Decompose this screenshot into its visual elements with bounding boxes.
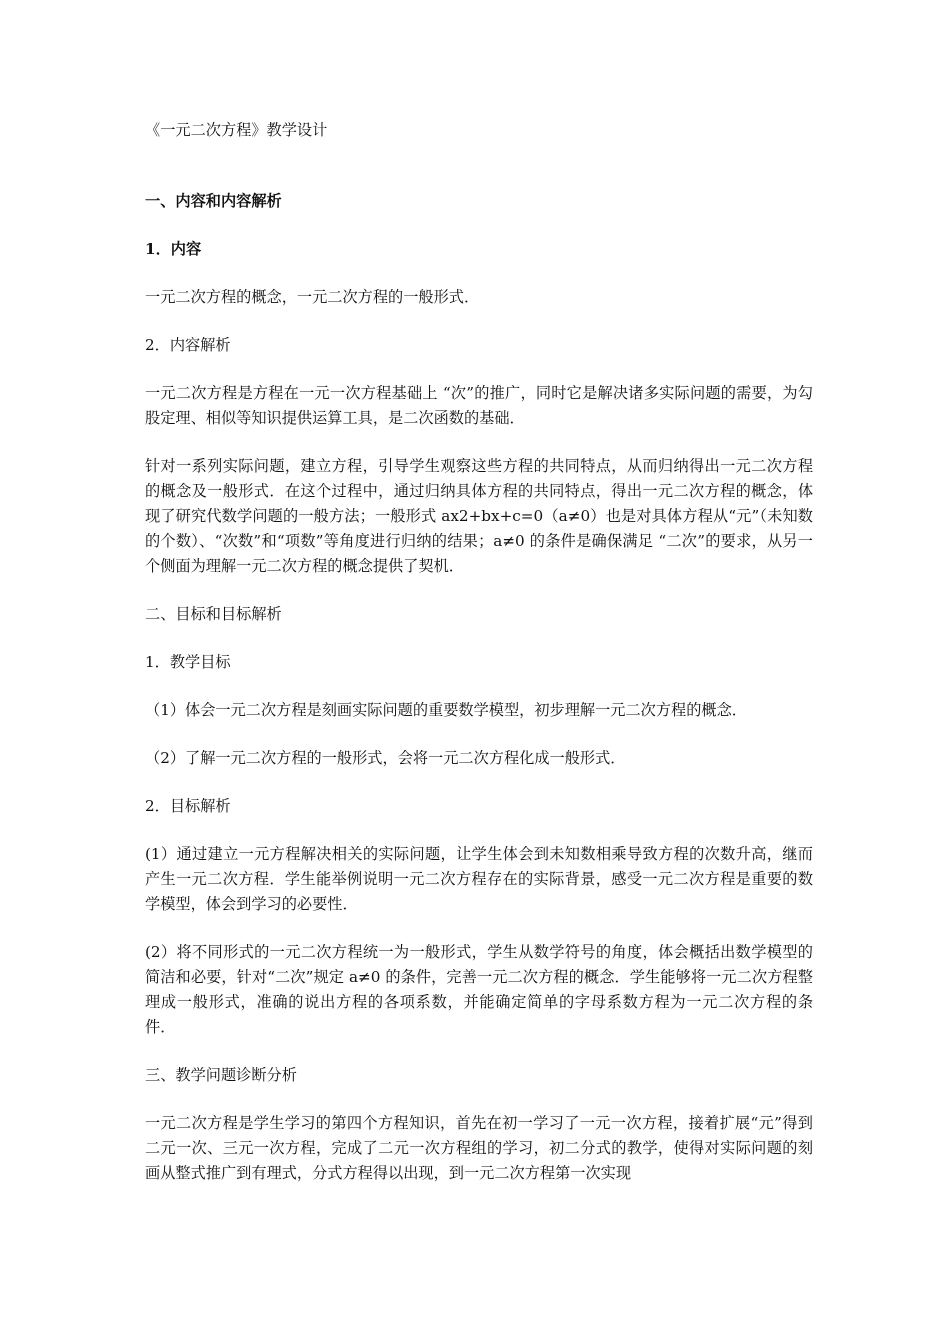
section-heading-goals: 二、目标和目标解析 [145,605,282,623]
paragraph-content-analysis-2: 针对一系列实际问题，建立方程，引导学生观察这些方程的共同特点，从而归纳得出一元二次方程的概念及一般形式．在这个过程中，通过归纳具体方程的共同特点，得出一元二次方程的概念，体现了研究代数学问题的一般方法；一般形式 ax2+bx+c=0（a≠0）也是对具体方程从“元”（未知数的个数）、“次数”和“项数”等角度进行归纳的结果；a≠0 的条件是确保满足 “二次”的要求，从另一个侧面为理解一元二次方程的概念提供了契机． [145,457,813,575]
paragraph-goal-analysis-1: (1）通过建立一元方程解决相关的实际问题，让学生体会到未知数相乘导致方程的次数升高，继而产生一元二次方程．学生能举例说明一元二次方程存在的实际背景，感受一元二次方程是重要的数学模型，体会到学习的必要性． [145,845,813,913]
subheading-content-analysis: 2．内容解析 [145,336,231,354]
paragraph-content-analysis-1: 一元二次方程是方程在一元一次方程基础上 “次”的推广，同时它是解决诸多实际问题的需要，为勾股定理、相似等知识提供运算工具，是二次函数的基础． [145,384,813,427]
paragraph-goal-1: （1）体会一元二次方程是刻画实际问题的重要数学模型，初步理解一元二次方程的概念． [145,701,747,719]
subheading-goal-analysis: 2．目标解析 [145,797,231,815]
subheading-teaching-goals: 1．教学目标 [145,653,231,671]
paragraph-goal-2: （2）了解一元二次方程的一般形式，会将一元二次方程化成一般形式． [145,749,626,767]
paragraph-diagnosis: 一元二次方程是学生学习的第四个方程知识，首先在初一学习了一元一次方程，接着扩展“元”得到二元一次、三元一次方程，完成了二元一次方程组的学习，初二分式的教学，使得对实际问题的刻画从整式推广到有理式，分式方程得以出现，到一元二次方程第一次实现 [145,1114,813,1182]
paragraph-content: 一元二次方程的概念，一元二次方程的一般形式． [145,288,480,306]
section-heading-diagnosis: 三、教学问题诊断分析 [145,1066,297,1084]
paragraph-goal-analysis-2: (2）将不同形式的一元二次方程统一为一般形式，学生从数学符号的角度，体会概括出数学模型的简洁和必要，针对“二次”规定 a≠0 的条件，完善一元二次方程的概念．学生能够将一元二次方程整理成一般形式，准确的说出方程的各项系数，并能确定简单的字母系数方程为一元二次方程的条件． [145,943,813,1036]
document-page [145,118,813,1186]
section-heading-content: 一、内容和内容解析 [145,192,282,210]
document-title: 《一元二次方程》教学设计 [145,121,328,139]
subheading-content: 1．内容 [145,240,202,258]
